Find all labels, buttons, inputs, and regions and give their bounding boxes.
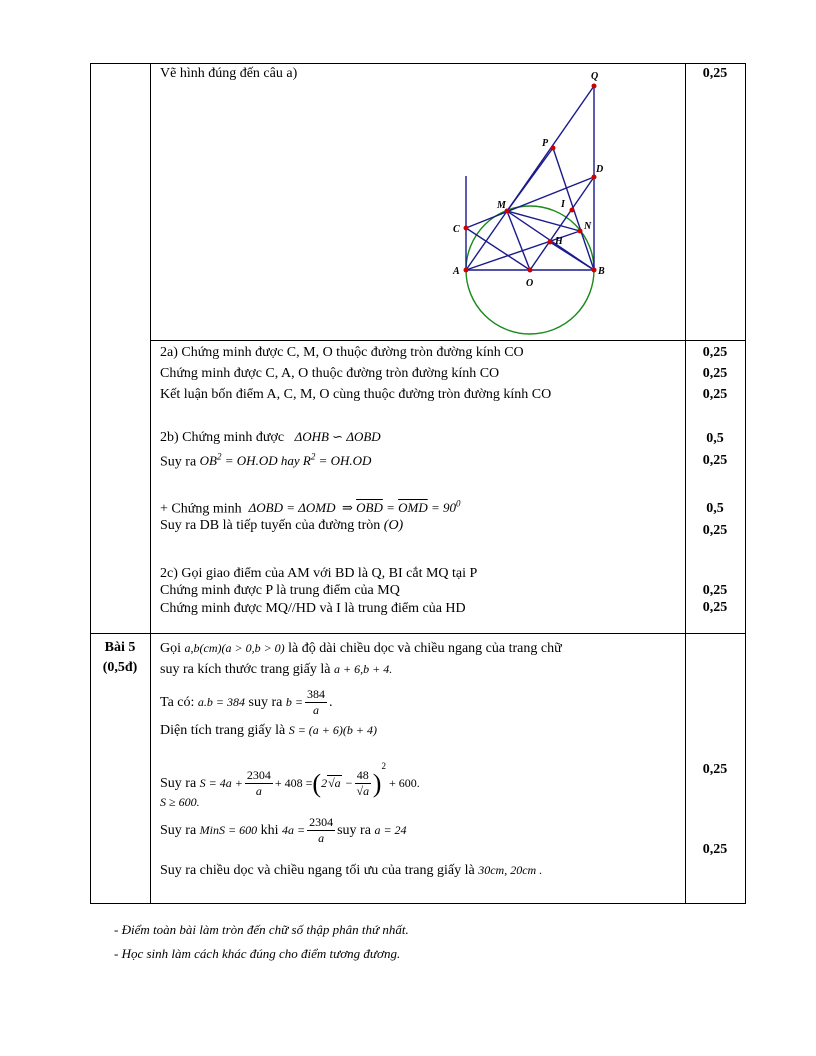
point-I (570, 208, 575, 213)
point-B (592, 268, 597, 273)
point-H (548, 240, 553, 245)
bai5-l8-text: Suy ra chiều dọc và chiều ngang tối ưu của trang giấy là (160, 863, 475, 878)
seg-CO (466, 228, 530, 270)
bai5-line2 (160, 661, 392, 678)
part-2b-line1 (160, 429, 381, 446)
part-2b-line3 (160, 496, 461, 517)
point-A (464, 268, 469, 273)
table-bottom-border (90, 903, 746, 904)
area-expression: S = 4a + (199, 776, 243, 790)
part-2b-text2: Suy ra (160, 454, 197, 470)
bai5-score-1: 0,25 (702, 762, 728, 777)
point-P (551, 146, 556, 151)
congruent-triangles-formula: ΔOBD = ΔOMD ⇒ $\overline{OBD} = \overline{OMD} = 90^0$ (248, 499, 461, 516)
seg-MP (507, 148, 553, 211)
score-2b-3: 0,5 (706, 501, 724, 516)
label-B: B (598, 266, 605, 277)
table-right-border (745, 63, 746, 904)
bai5-line3: Ta có: a.b = 384 suy ra b = $\frac{384}{a}$ . (160, 687, 333, 718)
bai5-points: (0,5đ) (102, 660, 138, 675)
bai5-label: Bài 5 (104, 640, 136, 655)
bai5-l3-text-b: suy ra (248, 695, 283, 710)
score-2c-2: 0,25 (702, 600, 728, 615)
label-O: O (526, 278, 534, 289)
note-alternative: - Học sinh làm cách khác đúng cho điểm tương đương. (114, 946, 401, 961)
bai5-l8-math: 30cm, 20cm . (478, 863, 543, 877)
part-2a-line1: 2a) Chứng minh được C, M, O thuộc đường tròn đường kính CO (160, 345, 524, 360)
table-top-border (90, 63, 746, 64)
row-divider-bai5 (90, 633, 746, 634)
score-2a-1: 0,25 (702, 345, 728, 360)
point-Q (592, 84, 597, 89)
similar-triangles-formula: ΔOHB ∽ ΔOBD (294, 429, 381, 444)
part-2b-text1: 2b) Chứng minh được (160, 430, 285, 445)
bai5-l7-text-b: khi (260, 823, 279, 838)
label-N: N (584, 221, 592, 232)
fraction-384-over-a: $\frac{384}{a}$ (306, 687, 325, 718)
label-D: D (596, 164, 604, 175)
bai5-score-2: 0,25 (702, 842, 728, 857)
bai5-line8 (160, 862, 542, 879)
score-2b-2: 0,25 (702, 453, 728, 468)
score-2a-2: 0,25 (702, 366, 728, 381)
bai5-l2-text: suy ra kích thước trang giấy là (160, 662, 331, 677)
bai5-line5: Suy ra S = 4a + $\frac{2304}{a}$ + 408 =(2√a − $\frac{48}{√a}$ )$^2$ + 600. (160, 761, 420, 799)
label-P: P (542, 138, 549, 149)
label-C: C (453, 224, 460, 235)
bai5-line1 (160, 640, 562, 657)
bai5-l4-math: S = (a + 6)(b + 4) (288, 723, 377, 737)
score-2b-4: 0,25 (702, 523, 728, 538)
bai5-line4 (160, 722, 377, 739)
label-I: I (561, 199, 565, 210)
bai5-l3-text-a: Ta có: (160, 695, 195, 710)
bai5-l1-text-a: Gọi (160, 641, 181, 656)
geometry-figure (440, 66, 650, 340)
bai5-l4-text: Diện tích trang giấy là (160, 723, 286, 738)
row-divider-figure (150, 340, 746, 341)
part-2b-text4: Suy ra DB là tiếp tuyến của đường tròn (160, 518, 381, 533)
table-left-border (90, 63, 91, 904)
draw-instruction: Vẽ hình đúng đến câu a) (160, 66, 298, 81)
point-C (464, 226, 469, 231)
part-2c-line2: Chứng minh được P là trung điểm của MQ (160, 583, 400, 598)
score-2c-1: 0,25 (702, 583, 728, 598)
draw-score: 0,25 (702, 66, 728, 81)
part-2c-line3: Chứng minh được MQ//HD và I là trung điểm của HD (160, 601, 466, 616)
score-2a-3: 0,25 (702, 387, 728, 402)
note-rounding: - Điểm toàn bài làm tròn đến chữ số thập phân thứ nhất. (114, 922, 409, 937)
part-2b-line4 (160, 518, 403, 534)
bai5-l7-math1: MinS = 600 (199, 823, 258, 837)
seg-AQ (466, 86, 594, 270)
seg-MO (507, 211, 530, 270)
point-N (578, 229, 583, 234)
bai5-line6: S ≥ 600. (160, 795, 200, 809)
part-2c-line1: 2c) Gọi giao điểm của AM với BD là Q, BI cắt MQ tại P (160, 566, 478, 581)
part-2b-text3: + Chứng minh (160, 501, 242, 517)
part-2b-line2 (160, 449, 371, 470)
label-M: M (497, 200, 506, 211)
bai5-l3-math: a.b = 384 (197, 695, 246, 709)
circle-o-notation: (O) (383, 518, 404, 533)
table-col-divider-1 (150, 63, 151, 904)
bai5-l2-math: a + 6,b + 4. (334, 662, 393, 676)
score-2b-1: 0,5 (706, 431, 724, 446)
label-H: H (555, 236, 563, 247)
seg-CD (466, 177, 594, 228)
bai5-line7: Suy ra MinS = 600 khi 4a = $\frac{2304}{a}$ suy ra a = 24 (160, 815, 407, 846)
part-2a-line2: Chứng minh được C, A, O thuộc đường tròn đường kính CO (160, 366, 500, 381)
bai5-l1-text-b: là độ dài chiều dọc và chiều ngang của trang chữ (288, 641, 562, 656)
point-D (592, 175, 597, 180)
ob-squared-formula: $OB^2 = OH.OD$ hay $R^2 = OH.OD$ (199, 452, 372, 469)
bai5-l7-math2: a = 24 (374, 823, 407, 837)
bai5-l7-text-c: suy ra (337, 823, 371, 838)
point-O (528, 268, 533, 273)
label-Q: Q (591, 71, 599, 82)
bai5-l1-math: a,b(cm)(a > 0,b > 0) (184, 641, 285, 655)
bai5-l5-text: Suy ra (160, 776, 197, 791)
label-A: A (453, 266, 460, 277)
part-2a-line3: Kết luận bốn điểm A, C, M, O cùng thuộc đường tròn đường kính CO (160, 387, 552, 402)
bai5-l7-text-a: Suy ra (160, 823, 197, 838)
